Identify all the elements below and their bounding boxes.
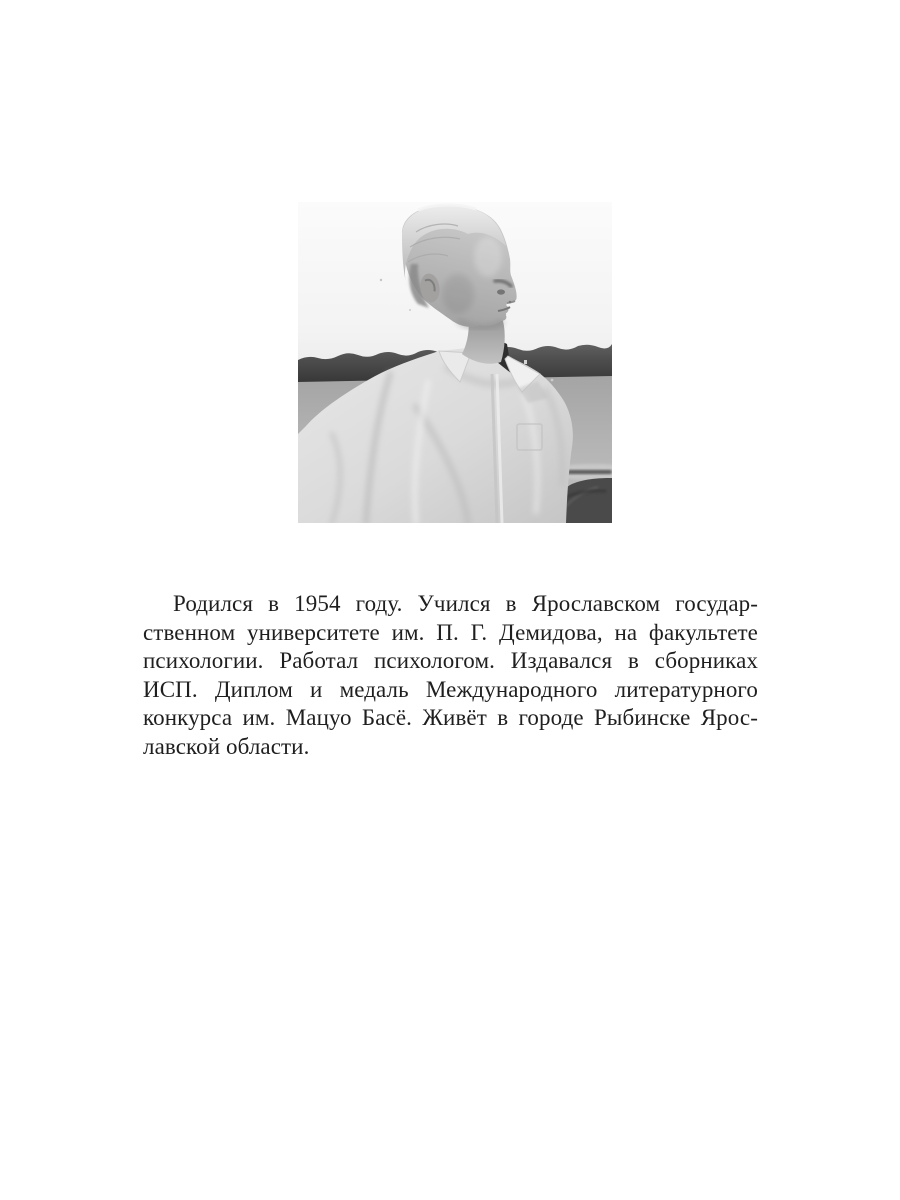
photo-water-speck	[551, 379, 554, 382]
photo-driftwood	[566, 470, 612, 474]
photo-sky-speck	[409, 309, 411, 311]
man-eye	[497, 289, 505, 294]
bio-line: лавской области.	[143, 733, 310, 759]
man-cheek-shadow	[442, 274, 474, 314]
bio-line: психологии. Работал психологом. Издавался в сборниках	[143, 648, 758, 673]
author-photo-graphic	[298, 202, 612, 523]
bio-line: конкурса им. Мацуо Басё. Живёт в городе Рыбинске Ярос-	[143, 705, 758, 730]
man-forehead-highlight	[474, 237, 502, 277]
bio-line: Родился в 1954 году. Учился в Ярославском государ-	[173, 591, 758, 616]
man-nostril	[509, 301, 511, 303]
photo-treeline-speck	[524, 360, 527, 364]
photo-sky-speck	[380, 279, 382, 281]
bio-line: ИСП. Диплом и медаль Международного литературного	[143, 676, 758, 702]
bio-line: ственном университете им. П. Г. Демидова, на факультете	[143, 619, 758, 645]
bio-paragraph	[143, 590, 758, 761]
author-photo	[298, 202, 612, 523]
